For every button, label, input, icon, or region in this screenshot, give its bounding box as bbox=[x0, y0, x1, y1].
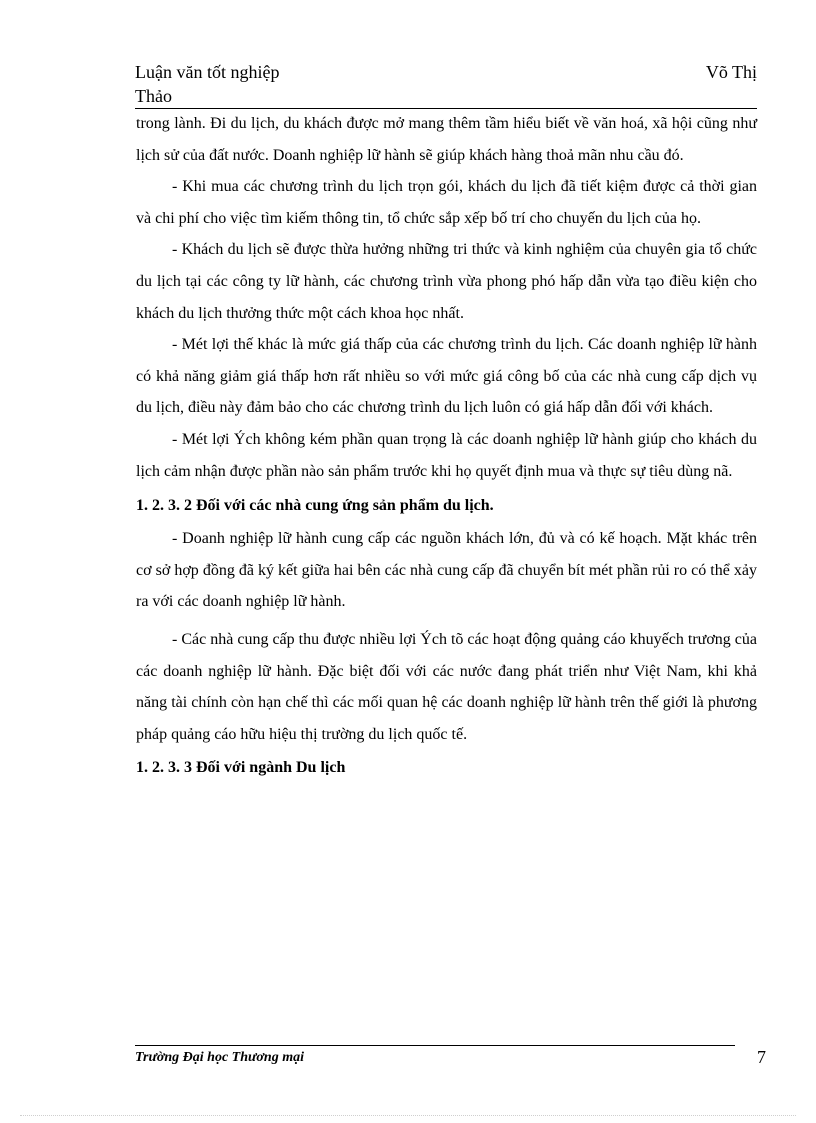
paragraph: - Mét lợi thế khác là mức giá thấp của các chương trình du lịch. Các doanh nghiệp lữ hành có khả năng giảm giá thấp hơn rất nhiều so với mức giá công bố của các nhà cung cấp dịch vụ du lịch, điều này đảm bảo cho các chương trình du lịch luôn có giá hấp dẫn đối với khách. bbox=[136, 336, 757, 417]
paragraph: - Khách du lịch sẽ được thừa hưởng những tri thức và kinh nghiệm của chuyên gia tổ chức du lịch tại các công ty lữ hành, các chương trình vừa phong phó hấp dẫn vừa tạo điều kiện cho khách du lịch thưởng thức một cách khoa học nhất. bbox=[136, 241, 757, 322]
thesis-title: Luận văn tốt nghiệp bbox=[135, 62, 280, 82]
page-number: 7 bbox=[757, 1047, 766, 1067]
section-heading: 1. 2. 3. 2 Đối với các nhà cung ứng sản phẩm du lịch. bbox=[136, 497, 494, 515]
page-edge-divider bbox=[20, 1115, 796, 1116]
paragraph: - Khi mua các chương trình du lịch trọn gói, khách du lịch đã tiết kiệm được cả thời gian và chi phí cho việc tìm kiếm thông tin, tổ chức sắp xếp bố trí cho chuyến du lịch của họ. bbox=[136, 178, 757, 227]
paragraph: - Doanh nghiệp lữ hành cung cấp các nguồn khách lớn, đủ và có kế hoạch. Mặt khác trên cơ sở hợp đồng đã ký kết giữa hai bên các nhà cung cấp đã chuyển bít mét phần rủi ro có thể xảy ra với các doanh nghiệp lữ hành. bbox=[136, 530, 757, 611]
footer-divider bbox=[135, 1045, 735, 1046]
author-name-continued: Thảo bbox=[135, 86, 172, 106]
author-name: Võ Thị bbox=[705, 62, 757, 82]
school-name: Trường Đại học Thương mại bbox=[135, 1050, 304, 1065]
page-body bbox=[136, 108, 757, 778]
paragraph: - Mét lợi Ých không kém phần quan trọng là các doanh nghiệp lữ hành giúp cho khách du lịch cảm nhận được phần nào sản phẩm trước khi họ quyết định mua và thực sự tiêu dùng nã. bbox=[136, 430, 757, 480]
paragraph: - Các nhà cung cấp thu được nhiều lợi Ých tõ các hoạt động quảng cáo khuyếch trương của các doanh nghiệp lữ hành. Đặc biệt đối với các nước đang phát triển như Việt Nam, khi khả năng tài chính còn hạn chế thì các mối quan hệ các doanh nghiệp lữ hành trên thế giới là phương pháp quảng cáo hữu hiệu thị trường du lịch quốc tế. bbox=[136, 630, 757, 743]
page-header bbox=[135, 60, 757, 109]
section-heading: 1. 2. 3. 3 Đối với ngành Du lịch bbox=[136, 759, 346, 777]
paragraph: trong lành. Đi du lịch, du khách được mở mang thêm tầm hiểu biết về văn hoá, xã hội cũng như lịch sử của đất nước. Doanh nghiệp lữ hành sẽ giúp khách hàng thoả mãn nhu cầu đó. bbox=[136, 115, 757, 164]
